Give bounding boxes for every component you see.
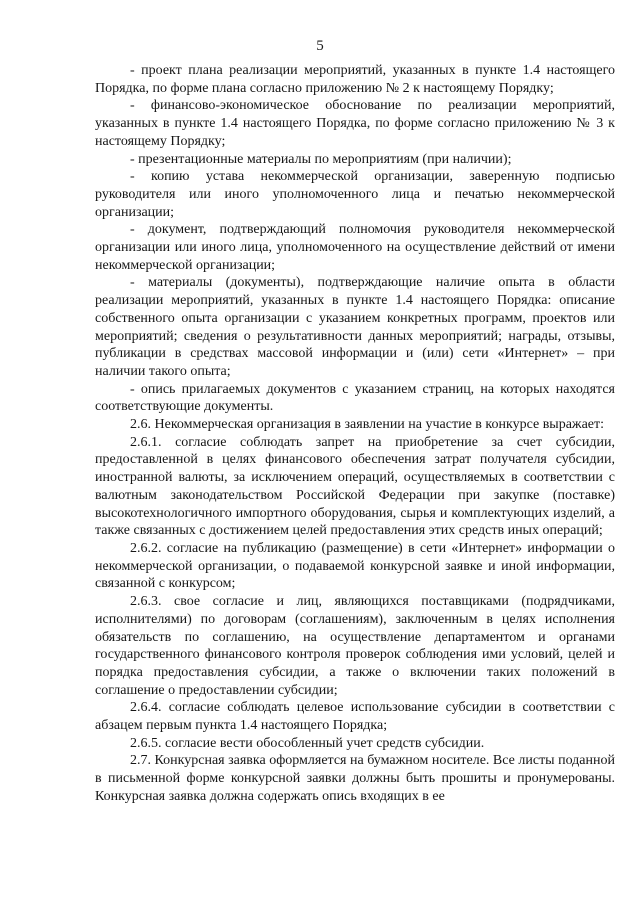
page-number: 5 [316,38,324,54]
paragraph-2-6-2: 2.6.2. согласие на публикацию (размещение) в сети «Интернет» информации о некоммерческой организации, о подаваемой конкурсной заявке и иной информации, связанной с конкурсом; [95,540,615,592]
paragraph-2-6-3: 2.6.3. свое согласие и лиц, являющихся поставщиками (подрядчиками, исполнителями) по договорам (соглашениям), заключенным в целях исполнения обязательств по соглашению, на осуществление департаментом и органами государственного финансового контроля проверок соблюдения ими условий, целей и порядка предоставления субсидии, а также о включении таких положений в соглашение о предоставлении субсидии; [95,594,615,698]
paragraph-2-6-5: 2.6.5. согласие вести обособленный учет средств субсидии. [130,735,485,751]
document-body [95,62,615,806]
paragraph-financial-justification: - финансово-экономическое обоснование по реализации мероприятий, указанных в пункте 1.4 настоящего Порядка, по форме согласно приложению № 3 к настоящему Порядку; [95,98,615,149]
paragraph-2-6-4: 2.6.4. согласие соблюдать целевое использование субсидии в соответствии с абзацем первым пункта 1.4 настоящего Порядка; [95,700,615,734]
paragraph-2-7: 2.7. Конкурсная заявка оформляется на бумажном носителе. Все листы поданной в письменной форме конкурсной заявки должны быть прошиты и пронумерованы. Конкурсная заявка должна содержать опись входящих в ее [95,753,615,804]
paragraph-charter-copy: - копию устава некоммерческой организации, заверенную подписью руководителя или иного уполномоченного лица и печатью некоммерческой организации; [95,169,615,220]
paragraph-authority-document: - документ, подтверждающий полномочия руководителя некоммерческой организации или иного лица, уполномоченного на осуществление действий от имени некоммерческой организации; [95,222,615,273]
paragraph-presentation-materials: - презентационные материалы по мероприятиям (при наличии); [130,151,512,167]
paragraph-document-inventory: - опись прилагаемых документов с указанием страниц, на которых находятся соответствующие документы. [95,381,615,415]
paragraph-2-6-1: 2.6.1. согласие соблюдать запрет на приобретение за счет субсидии, предоставленной в целях финансового обеспечения затрат получателя субсидии, иностранной валюты, за исключением операций, осуществляемых в соответствии с валютным законодательством Российской Федерации при закупке (поставке) высокотехнологичного импортного оборудования, сырья и комплектующих изделий, а также связанных с достижением целей предоставления этих средств иных операций; [95,434,615,539]
paragraph-experience-materials: - материалы (документы), подтверждающие наличие опыта в области реализации мероприятий, указанных в пункте 1.4 настоящего Порядка: описание собственного опыта организации с указанием конкретных программ, проектов или мероприятий; сведения о результативности данных мероприятий; награды, отзывы, публикации в средствах массовой информации и (или) сети «Интернет» – при наличии такого опыта; [95,275,615,379]
paragraph-2-6: 2.6. Некоммерческая организация в заявлении на участие в конкурсе выражает: [130,417,605,433]
paragraph-plan: - проект плана реализации мероприятий, указанных в пункте 1.4 настоящего Порядка, по форме плана согласно приложению № 2 к настоящему Порядку; [95,63,615,96]
